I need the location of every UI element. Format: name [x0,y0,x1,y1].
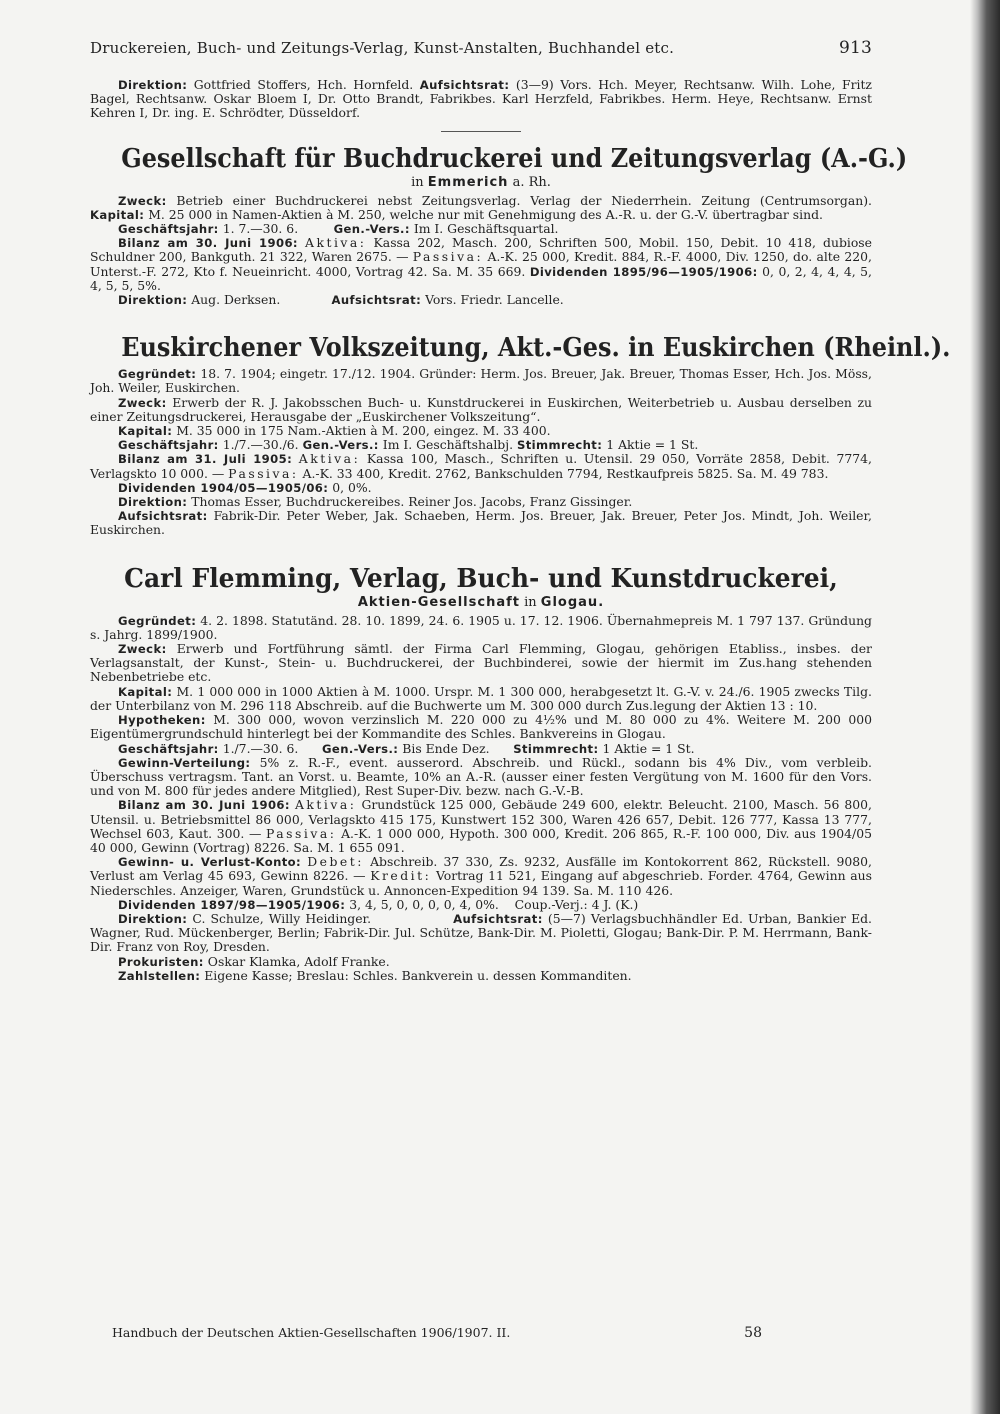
label-aufsichtsrat: Aufsichtsrat: [331,293,422,308]
text-aufsichtsrat: Vors. Friedr. Lancelle. [425,292,564,308]
entry-zweck [90,396,872,424]
text-gewinnverteilung: 5% z. R.-F., event. ausserord. Abschreib. und Rückl., sodann bis 4% Div., vom verbleib. Überschuss vertragsm. Tant. an Vorst. u. Beamte, 10% an A.-R. (ausser einer festen Vergütung von M. 1600 für den Vors. und von M. 800 für jedes andere Mitglied), Rest Super-Div. bezw. nach G.-V.-B. [90,754,872,799]
text-zweck: Erwerb und Fortführung sämtl. der Firma Carl Flemming, Glogau, gehörigen Etabliss., insbes. der Verlagsanstalt, der Kunst-, Stein- u. Buchdruckerei, der Buchbinderei, sowie der hiermit im Zus.hang stehenden Nebenbetriebe etc. [90,641,872,685]
text-dividenden: 0, 0%. [332,479,372,495]
sub-company-type: Aktien-Gesellschaft [357,594,520,610]
text-bilanz-aktiva: Grundstück 125 000, Gebäude 249 600, elektr. Beleucht. 2100, Masch. 56 800, Utensil. u. Betriebsmittel 86 000, Verlagskto 415 175, Kunstwert 152 300, Waren 426 657, Debit. 126 777, Kassa 13 777, Wechsel 603, Kaut. 300. — [90,797,872,841]
running-head [90,38,872,58]
entry-kapital [90,424,872,438]
text-zahlstellen: Eigene Kasse; Breslau: Schles. Bankverein u. dessen Kommanditen. [204,967,632,983]
entry-direktion [90,912,872,955]
text-bilanz-passiva: A.-K. 25 000, Kredit. 884, R.-F. 4000, Div. 1250, do. alte 220, Unterst.-F. 272, Kto f. Neueinricht. 4000, Vortrag 42. Sa. M. 35 669. [90,249,872,279]
entry-bilanz [90,452,872,480]
entry-aufsichtsrat [90,509,872,537]
company-subline-emmerich [90,175,872,190]
text-gegruendet: 4. 2. 1898. Statutänd. 28. 10. 1899, 24. 6. 1905 u. 17. 12. 1906. Übernahmepreis M. 1 797 137. Gründung s. Jahrg. 1899/1900. [90,612,872,642]
text-hypotheken: M. 300 000, wovon verzinslich M. 220 000 zu 4½% und M. 80 000 zu 4%. Weitere M. 200 000 Eigentümergrundschuld hinterlegt bei der Kommandite des Schles. Bankvereins in Glogau. [90,712,872,742]
label-gegruendet: Gegründet: [118,367,197,382]
footer-sheet-number: 58 [744,1325,762,1341]
entry-gewinnverteilung [90,756,872,799]
text-guv-debet: Abschreib. 37 330, Zs. 9232, Ausfälle im Kontokorrent 862, Rückstell. 9080, Verlust am Verlag 45 693, Gewinn 8226. — [90,854,872,884]
label-gj: Geschäftsjahr: [118,438,219,453]
page-number: 913 [838,38,872,58]
text-zweck: Betrieb einer Buchdruckerei nebst Zeitungsverlag. Verlag der Niederrhein. Zeitung (Centrumsorgan). [176,192,872,208]
label-guv: Gewinn- u. Verlust-Konto: [118,855,302,870]
entry-gegruendet [90,614,872,642]
text-gv: Im I. Geschäftshalbj. [382,437,514,453]
label-stimmrecht: Stimmrecht: [516,438,603,453]
page-footer [112,1325,762,1341]
entry-kapital [90,685,872,713]
label-zweck: Zweck: [118,395,167,410]
label-kapital: Kapital: [118,424,173,439]
entry-gegruendet [90,367,872,395]
label-gj: Geschäftsjahr: [118,741,219,756]
text-gj: 1. 7.—30. 6. [222,221,299,237]
text-guv-kredit: Vortrag 11 521, Eingang auf abgeschrieb. Forder. 4764, Gewinn aus Niederschles. Anzeiger, Waren, Grundstück u. Annoncen-Expedition 94 139. Sa. M. 110 426. [90,868,872,898]
label-gv: Gen.-Vers.: [322,741,399,756]
entry-prokuristen [90,955,872,969]
label-direktion: Direktion: [118,911,188,926]
entry-geschaeftsjahr [90,222,872,236]
entry-bilanz [90,798,872,855]
label-zweck: Zweck: [118,642,167,657]
label-hypotheken: Hypotheken: [118,713,206,728]
text-coupon: Coup.-Verj.: 4 J. (K.) [514,896,639,912]
label-gewinnverteilung: Gewinn-Verteilung: [118,755,251,770]
word-aktiva: Aktiva: [294,797,357,813]
company-title-emmerich: Gesellschaft für Buchdruckerei und Zeitungsverlag (A.-G.) [121,143,908,174]
text-aufsichtsrat: Fabrik-Dir. Peter Weber, Jak. Schaeben, Herm. Jos. Breuer, Jak. Breuer, Peter Jos. Mindt, Joh. Weiler, Euskirchen. [90,508,872,538]
label-bilanz: Bilanz am 30. Juni 1906: [118,798,290,813]
label-aufsichtsrat: Aufsichtsrat: [453,911,543,926]
word-passiva: Passiva: [228,465,299,481]
label-zweck: Zweck: [118,193,167,208]
text-gv: Im I. Geschäftsquartal. [413,221,559,237]
document-page [90,38,951,983]
section-divider [441,131,521,132]
text-direktion: Thomas Esser, Buchdruckereibes. Reiner Jos. Jacobs, Franz Gissinger. [191,494,633,510]
label-prokuristen: Prokuristen: [118,954,204,969]
text-dividenden: 0, 0, 2, 4, 4, 4, 5, 4, 5, 5, 5%. [90,263,872,293]
entry-direktion [90,495,872,509]
text-direktion: Gottfried Stoffers, Hch. Hornfeld. [193,77,414,92]
text-aufsichtsrat: (5—7) Verlagsbuchhändler Ed. Urban, Bankier Ed. Wagner, Rud. Mückenberger, Berlin; Fabrik-Dir. Jul. Schütze, Bank-Dir. M. Pioletti, Glogau; Bank-Dir. P. M. Herrmann, Bank-Dir. Franz von Roy, Dresden. [90,910,872,955]
label-kapital: Kapital: [90,207,145,222]
word-passiva: Passiva: [412,249,484,265]
entry-guv [90,855,872,898]
section-gap [90,538,872,564]
running-title: Druckereien, Buch- und Zeitungs-Verlag, Kunst-Anstalten, Buchhandel etc. [90,39,675,57]
text-gj: 1./7.—30./6. [222,437,299,453]
sub-in: in [524,594,537,610]
text-aufsichtsrat: (3—9) Vors. Hch. Meyer, Rechtsanw. Wilh. Lohe, Fritz Bagel, Rechtsanw. Oskar Bloem I, Dr. Otto Brandt, Fabrikbes. Karl Herzfeld, Fabrikbes. Herm. Heye, Rechtsanw. Ernst Kehren I, Dr. ing. E. Schrödter, Düsseldorf. [90,77,872,121]
word-passiva: Passiva: [266,825,337,841]
label-gj: Geschäftsjahr: [118,222,219,237]
text-stimmrecht: 1 Aktie = 1 St. [606,437,699,453]
text-bilanz-passiva: A.-K. 1 000 000, Hypoth. 300 000, Kredit. 206 865, R.-F. 100 000, Div. aus 1904/05 40 000, Gewinn (Vortrag) 8226. Sa. M. 1 655 091. [90,825,872,855]
text-kapital: M. 1 000 000 in 1000 Aktien à M. 1000. Urspr. M. 1 300 000, herabgesetzt lt. G.-V. v. 24./6. 1905 zwecks Tilg. der Unterbilanz von M. 296 118 Abschreib. auf die Buchwerte um M. 300 000 durch Zus.legung der Aktien 13 : 10. [90,683,872,713]
label-bilanz: Bilanz am 30. Juni 1906: [118,236,298,251]
entry-zweck [90,194,872,222]
text-kapital: M. 35 000 in 175 Nam.-Aktien à M. 200, eingez. M. 33 400. [176,423,551,439]
sub-place: Glogau. [540,594,605,610]
text-prokuristen: Oskar Klamka, Adolf Franke. [207,953,390,969]
entry-bilanz [90,236,872,293]
word-debet: Debet: [307,854,364,870]
label-zahlstellen: Zahlstellen: [118,968,201,983]
intro-entry [90,78,872,121]
entry-dividenden [90,898,872,912]
label-gv: Gen.-Vers.: [302,438,379,453]
word-aktiva: Aktiva: [298,451,361,467]
word-aktiva: Aktiva: [305,235,367,251]
text-bilanz-aktiva: Kassa 202, Masch. 200, Schriften 500, Mobil. 150, Debit. 10 418, dubiose Schuldner 200, Bankguth. 21 322, Waren 2675. — [90,235,872,265]
text-bilanz-aktiva: Kassa 100, Masch., Schriften u. Utensil. 29 050, Vorräte 2858, Debit. 7774, Verlagskto 10 000. — [90,451,872,481]
sub-place: Emmerich [427,174,509,190]
company-subline-flemming [90,595,872,610]
entry-zahlstellen [90,969,872,983]
text-zweck: Erwerb der R. J. Jakobsschen Buch- u. Kunstdruckerei in Euskirchen, Weiterbetrieb u. Ausbau derselben zu einer Zeitungsdruckerei, Herausgabe der „Euskirchener Volkszeitung“. [90,394,872,424]
label-bilanz: Bilanz am 31. Juli 1905: [118,452,293,467]
text-dividenden: 3, 4, 5, 0, 0, 0, 0, 4, 0%. [349,896,499,912]
company-title-flemming: Carl Flemming, Verlag, Buch- und Kunstdruckerei, [124,563,838,594]
text-direktion: Aug. Derksen. [191,292,281,308]
sub-prefix: in [411,174,424,190]
text-direktion: C. Schulze, Willy Heidinger. [192,910,372,926]
entry-hypotheken [90,713,872,741]
entry-geschaeftsjahr [90,742,872,756]
text-gj: 1./7.—30. 6. [222,740,299,756]
label-direktion: Direktion: [118,293,188,308]
text-kapital: M. 25 000 in Namen-Aktien à M. 250, welche nur mit Genehmigung des A.-R. u. der G.-V. übertragbar sind. [148,206,823,222]
label-aufsichtsrat: Aufsichtsrat: [118,509,208,524]
word-kredit: Kredit: [370,868,432,884]
footer-source: Handbuch der Deutschen Aktien-Gesellschaften 1906/1907. II. [112,1325,511,1340]
label-gv: Gen.-Vers.: [333,222,410,237]
label-aufsichtsrat: Aufsichtsrat: [419,78,510,92]
label-dividenden: Dividenden 1904/05—1905/06: [118,480,329,495]
label-gegruendet: Gegründet: [118,613,197,628]
sub-suffix: a. Rh. [512,174,551,190]
text-gv: Bis Ende Dez. [402,740,490,756]
label-stimmrecht: Stimmrecht: [513,741,599,756]
label-dividenden: Dividenden 1897/98—1905/1906: [118,897,346,912]
text-bilanz-passiva: A.-K. 33 400, Kredit. 2762, Bankschulden 7794, Restkaufpreis 5825. Sa. M. 49 783. [302,465,829,481]
label-kapital: Kapital: [118,684,173,699]
entry-direktion [90,293,872,307]
entry-dividenden [90,481,872,495]
text-stimmrecht: 1 Aktie = 1 St. [602,740,695,756]
label-direktion: Direktion: [118,495,188,510]
text-gegruendet: 18. 7. 1904; eingetr. 17./12. 1904. Gründer: Herm. Jos. Breuer, Jak. Breuer, Thomas Esser, Hch. Jos. Möss, Joh. Weiler, Euskirchen. [90,366,872,396]
entry-geschaeftsjahr [90,438,872,452]
page-binding-edge [970,0,1000,1414]
company-title-euskirchen: Euskirchener Volkszeitung, Akt.-Ges. in Euskirchen (Rheinl.). [121,333,951,364]
entry-zweck [90,642,872,685]
label-direktion: Direktion: [118,78,188,92]
label-dividenden: Dividenden 1895/96—1905/1906: [529,264,758,279]
section-gap [90,307,872,333]
